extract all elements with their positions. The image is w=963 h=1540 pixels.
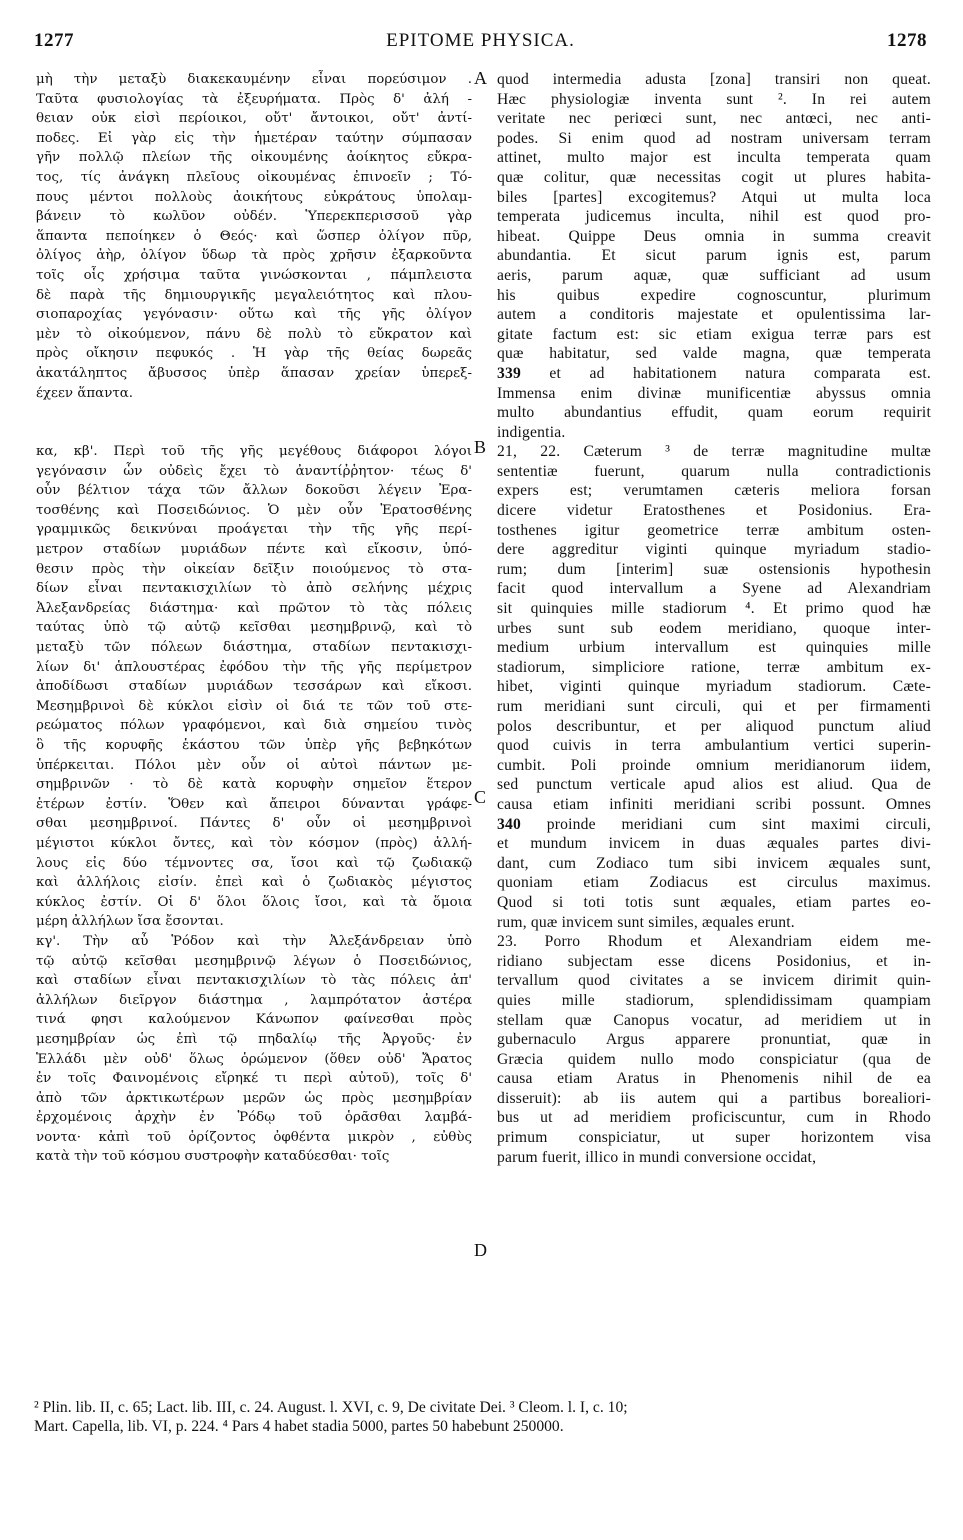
text-line: πρὸς οἴκησιν πεφυκός . Ἡ γὰρ τῆς θείας δωρεᾶς xyxy=(36,346,472,362)
text-line: Quod si toti totis sunt æquales, etiam partes eo- xyxy=(497,893,931,911)
text-line: μὲν τὸ οἰκούμενον, πάνυ δὲ πολὺ τὸ εὔκρατον καὶ xyxy=(36,326,472,342)
text-line: Μεσημβρινοὶ δὲ κύκλοι εἰσὶν οἱ διά τε τῶν τοῦ στε- xyxy=(36,698,472,714)
text-line: ἀποδίδωσι σταδίων μυριάδων τεσσάρων καὶ εἴκοσι. xyxy=(36,679,472,695)
text-line: βάνειν τὸ κωλῦον οὐδέν. Ὑπερεκπερισσοῦ γὰρ xyxy=(36,209,472,225)
page-header xyxy=(34,30,927,56)
text-line: Hæc physiologiæ inventa sunt ². In rei autem xyxy=(497,90,931,108)
section-marker-c: C xyxy=(474,787,487,807)
text-line: κα, κβ'. Περὶ τοῦ τῆς γῆς μεγέθους διάφοροι λόγοι xyxy=(36,444,472,460)
text-line: ἐν τοῖς Φαινομένοις εἴρηκέ τι περὶ αὐτοῦ), τοῖς δ' xyxy=(36,1071,472,1087)
text-line: tervallum quod civitates a se invicem dirimit quin- xyxy=(497,972,931,990)
page-number-right: 1278 xyxy=(887,30,927,51)
text-line: polos describuntur, et per aliquod punctum aliud xyxy=(497,717,931,735)
text-line: Ἑλλάδι μὲν οὐδ' ὅλως ὁρώμενον (ὅθεν οὐδ' Ἄρατος xyxy=(36,1051,472,1067)
text-line: Mart. Capella, lib. VI, p. 224. ⁴ Pars 4 habet stadia 5000, partes 50 habebunt 250000. xyxy=(34,1418,564,1435)
text-line: τοῖς οἷς χρήσιμα ταῦτα γινώσκονται , πάμπλειστα xyxy=(36,267,472,283)
text-line: μέρη ἀλλήλων ἴσα ἔσονται. xyxy=(36,914,224,930)
section-marker-b: B xyxy=(474,437,487,457)
text-line: τοσθένης καὶ Ποσειδώνιος. Ὁ μὲν οὖν Ἐρατοσθένης xyxy=(36,502,472,518)
text-line: κατὰ τὴν τοῦ κόσμου συστροφὴν καταδύεσθαι· τοῖς xyxy=(36,1149,390,1165)
greek-paragraph-1 xyxy=(36,70,472,403)
text-line: ἐρχομένοις ἀρχὴν ἐν Ῥόδῳ τοῦ ὁρᾶσθαι λαμβά- xyxy=(36,1110,472,1126)
text-line: γραμμικῶς δεικνύναι προάγεται τὴν τῆς γῆς περί- xyxy=(36,522,472,538)
text-line: attinet, multo major est inculta temperata quam xyxy=(497,149,931,167)
text-line: his quibus expedire cognoscuntur, plurimum xyxy=(497,286,931,304)
text-line: ἀκατάληπτος ἄβυσσος ὑπὲρ ἅπασαν χρείαν ὑπερεξ- xyxy=(36,365,472,381)
text-line: veritate nec periœci sunt, nec antœci, nec anti- xyxy=(497,110,931,128)
text-line: hibet, viginti quinque myriadum stadiorum. Cæte- xyxy=(497,678,931,696)
text-line: 340 proinde meridiani cum sint maximi circuli, xyxy=(497,815,931,833)
latin-paragraph-3 xyxy=(497,932,931,1167)
text-line: θεσιν πρὸς τὴν οἰκείαν δεῖξιν ποιούμενος τὸ στα- xyxy=(36,561,472,577)
text-line: causa etiam Aratus in Phenomenis nihil de ea xyxy=(497,1070,931,1088)
text-line: quod cuivis in terra ambulantium vertici superin- xyxy=(497,737,931,755)
text-line: gitate factum est: sic etiam exigua terræ pars est xyxy=(497,325,931,343)
text-line: λίων δι' ἁπλουστέρας ἐφόδου τὴν τῆς γῆς περίμετρον xyxy=(36,659,472,675)
running-title: EPITOME PHYSICA. xyxy=(386,30,575,51)
column-number: 339 xyxy=(497,364,550,382)
text-line: rum; dum [interim] suæ ostensionis hypothesin xyxy=(497,560,931,578)
text-line: 23. Porro Rhodum et Alexandriam eidem me- xyxy=(497,933,931,951)
text-line: ὑπέρκειται. Πόλοι μὲν οὖν οἱ αὐτοὶ πάντων με- xyxy=(36,757,472,773)
text-line: indigentia. xyxy=(497,423,566,441)
text-line: quod intermedia adusta [zona] transiri non queat. xyxy=(497,71,931,88)
text-line: sententiæ fuerunt, quarum nulla contradictionis xyxy=(497,462,931,480)
text-line: causa etiam infiniti meridiani scribi possunt. Omnes xyxy=(497,795,931,813)
text-line: dicere videtur Eratosthenes et Posidonius. Era- xyxy=(497,502,931,520)
text-line: stellam quæ Canopus vocatur, ad meridiem ut in xyxy=(497,1011,931,1029)
text-line: σθαι μεσημβρινοί. Πάντες δ' οὖν οἱ μεσημβρινοὶ xyxy=(36,816,472,832)
text-line: quoniam etiam Zodiacus est circulus maximus. xyxy=(497,874,931,892)
text-line: tosthenes igitur geometrice terræ ambitum osten- xyxy=(497,521,931,539)
text-line: κγ'. Τὴν αὖ Ῥόδον καὶ τὴν Ἀλεξάνδρειαν ὑπὸ xyxy=(36,933,472,949)
text-line: quies mille stadiorum, splendidissimam quampiam xyxy=(497,991,931,1009)
text-line: ποδες. Εἰ γὰρ εἰς τὴν ἡμετέραν ταύτην σύμπασαν xyxy=(36,130,472,146)
text-line: sed punctum verticale apud alios est aliud. Qua de xyxy=(497,776,931,794)
text-line: rum, quæ invicem sunt similes, æquales erunt. xyxy=(497,913,795,931)
text-line: autem a conditoris majestate et opulentissima lar- xyxy=(497,306,931,324)
column-number: 340 xyxy=(497,815,547,833)
text-line: έχεεν ἅπαντα. xyxy=(36,385,134,401)
text-line: μὴ τὴν μεταξὺ διακεκαυμένην εἶναι πορεύσιμον . xyxy=(36,72,472,87)
text-line: 339 et ad habitationem natura comparata est. xyxy=(497,364,931,382)
greek-paragraph-3 xyxy=(36,932,472,1167)
text-line: biles [partes] excogitemus? Atqui ut multa loca xyxy=(497,188,931,206)
text-line: 21, 22. Cæterum ³ de terræ magnitudine multæ xyxy=(497,443,931,461)
text-line: cumbit. Poli proinde omnium meridianorum iidem, xyxy=(497,756,931,774)
text-line: ἀλλήλων διεῖργον διάστημα , λαμπρότατον ἀστέρα xyxy=(36,992,472,1008)
text-line: bus ut ad meridiem proficiscuntur, cum in Rhodo xyxy=(497,1109,931,1127)
text-line: dant, cum Zodiaco tum sibi invicem æquales sunt, xyxy=(497,854,931,872)
text-line: ὃ τῆς κορυφῆς ἑκάστου τῶν ὑπὲρ γῆς βεβηκότων xyxy=(36,738,472,753)
greek-paragraph-2 xyxy=(36,442,472,932)
text-line: ρεώματος πόλων γραφόμενοι, καὶ διὰ σημείου τινὸς xyxy=(36,718,472,734)
text-line: hibeat. Quippe Deus omnia in summa creavit xyxy=(497,227,931,245)
text-line: primum conspiciatur, ut super horizontem visa xyxy=(497,1129,931,1147)
text-line: dere aggreditur viginti quinque myriadum stadio- xyxy=(497,541,931,559)
text-line: ἅπαντα πεποίηκεν ὁ Θεός· καὶ ὥσπερ ὀλίγον πῦρ, xyxy=(36,228,472,244)
text-line: δίων εἶναι πεντακισχιλίων τὸ ἀπὸ σελήνης μέχρις xyxy=(36,581,472,597)
text-line: νοντα· κἀπὶ τοῦ ὁρίζοντος ὀφθέντα μικρὸν , εὐθὺς xyxy=(36,1129,472,1145)
text-line: μεσημβρίαν ὡς ἐπὶ τῷ πηδαλίῳ τῆς Ἀργοῦς· ἐν xyxy=(36,1031,472,1047)
text-line: δὲ παρὰ τῆς δημιουργικῆς μεγαλειότητος καὶ πλου- xyxy=(36,287,472,303)
text-line: καὶ σταδίων εἶναι πεντακισχιλίων τὸ τὰς πόλεις ἀπ' xyxy=(36,973,472,989)
text-line: γεγόνασιν ὧν οὐδεὶς ἔχει τὸ ἀναντίῤῥητον· τέως δ' xyxy=(36,463,472,479)
text-line: καὶ ἀλλήλοις εἰσίν. ἐπεὶ καὶ ὁ ζωδιακὸς μέγιστος xyxy=(36,875,472,891)
text-line: θειαν οὐκ εἰσὶ περίοικοι, οὔτ' ἄντοικοι, οὔτ' ἀντί- xyxy=(36,111,472,127)
latin-paragraph-1 xyxy=(497,70,931,442)
text-line: quæ colitur, quæ necessitas cogit ut plures habita- xyxy=(497,168,931,186)
text-line: Ταῦτα φυσιολογίας τὰ ἐξευρήματα. Πρὸς δ' ἀλή - xyxy=(36,91,472,107)
text-line: et mundum invicem in duas æquales partes divi- xyxy=(497,835,931,853)
text-line: γῆν πολλῷ πλείων τῆς οἰκουμένης ἀοίκητος εὔκρα- xyxy=(36,150,472,166)
text-line: gubernaculo Argus apparere pronuntiat, quæ in xyxy=(497,1031,931,1049)
text-line: Ἀλεξανδρείας διάστημα· καὶ πρῶτον τὸ τὰς πόλεις xyxy=(36,600,472,616)
text-line: σημβρινῶν · τὸ δὲ κατὰ κορυφὴν σημεῖον ἕτερον xyxy=(36,777,472,793)
text-line: expers est; verumtamen cæteris meliora forsan xyxy=(497,482,931,500)
text-line: ridiano subjectam esse dicens Posidonius, et in- xyxy=(497,952,931,970)
text-line: Immensa enim divinæ munificentiæ abyssus omnia xyxy=(497,384,931,402)
greek-column xyxy=(36,70,472,1167)
text-line: σιοπαροχίας γεγόνασιν· οὕτω καὶ τῆς γῆς ὀλίγον xyxy=(36,307,472,323)
text-line: οὖν βέλτιον τάχα τῶν ἄλλων δοκοῦσι λέγειν Ἐρα- xyxy=(36,483,472,499)
text-line: quæ habitatur, sed valde magna, quæ temperata xyxy=(497,345,931,363)
text-line: λους εἰς δύο τέμνοντες σα, ἴσοι καὶ τῷ ζωδιακῷ xyxy=(36,855,472,871)
footnotes xyxy=(34,1398,924,1436)
text-line: aeris, parum aquæ, quæ sufficiant ad usum xyxy=(497,266,931,284)
text-line: μεταξὺ τῶν πόλεων διάστημα, σταδίων πεντακισχι- xyxy=(36,640,472,656)
text-line: medium urbium intervallum est quinquies mille xyxy=(497,639,931,657)
text-line: parum fuerit, illico in mundi conversione occidat, xyxy=(497,1148,817,1166)
text-line: ὀλίγος ἀὴρ, ὀλίγον ὕδωρ τὰ πρὸς χρῆσιν ἐξαρκοῦντα xyxy=(36,248,472,264)
text-line: ταύτας ὑπὸ τῷ αὐτῷ κεῖσθαι μεσημβρινῷ, καὶ τὸ xyxy=(36,620,472,636)
latin-paragraph-2 xyxy=(497,442,931,932)
text-line: urbes sunt sub eodem meridiano, quoque inter- xyxy=(497,619,931,637)
text-line: ² Plin. lib. II, c. 65; Lact. lib. III, c. 24. August. l. XVI, c. 9, De civitate Dei. ³ Cleom. l. I, c. 10; xyxy=(34,1399,628,1416)
text-line: τινά φησι καλούμενον Κάνωπον φαίνεσθαι πρὸς xyxy=(36,1012,472,1028)
text-line: τος, τίς ἀνάγκη πλεῖους οἰκουμένας ἐπινοεῖν ; Τό- xyxy=(36,169,472,185)
text-line: μέγιστοι κύκλοι ὄντες, καὶ τὸν κόσμον (πρὸς) ἀλλή- xyxy=(36,835,472,851)
section-marker-a: A xyxy=(474,68,487,88)
text-line: multo abundantius effudit, quam eorum requirit xyxy=(497,404,931,422)
text-line: μετρον σταδίων μυριάδων πέντε καὶ εἴκοσιν, ὑπό- xyxy=(36,542,472,558)
text-line: ἀπὸ τῶν ἀρκτικωτέρων μερῶν ὡς πρὸς μεσημβρίαν xyxy=(36,1090,472,1106)
text-line: κύκλος ἐστίν. Οἱ δ' ὅλοι ὅλοις ἴσοι, καὶ τὰ ὅμοια xyxy=(36,894,472,910)
text-line: sit quinquies mille stadiorum ⁴. Et primo quod hæ xyxy=(497,600,931,618)
text-line: ἑτέρων ἐστίν. Ὅθεν καὶ ἄπειροι δύνανται γράφε- xyxy=(36,796,472,812)
text-line: facit quod intervallum a Syene ad Alexandriam xyxy=(497,580,931,598)
page-number-left: 1277 xyxy=(34,30,74,51)
latin-column xyxy=(497,70,931,1167)
text-line: rum meridiani sunt circuli, qui et per firmamenti xyxy=(497,698,931,715)
text-line: πους μέντοι πολλοὺς ἀοικήτους εὐκράτους ὑπολαμ- xyxy=(36,189,472,205)
section-marker-d: D xyxy=(474,1240,487,1260)
text-line: τῷ αὐτῷ κεῖσθαι μεσημβρινῷ λέγων ὁ Ποσειδώνιος, xyxy=(36,953,472,969)
text-line: abundantia. Et sicut parum ignis est, parum xyxy=(497,247,931,265)
text-line: temperata judicemus inculta, nihil est quod pro- xyxy=(497,208,931,226)
text-line: disseruit): ab iis autem qui a partibus borealiori- xyxy=(497,1089,931,1107)
text-line: podes. Si enim quod ad nostram universam terram xyxy=(497,129,931,147)
text-line: Græcia quidem nullo modo conspiciatur (qua de xyxy=(497,1050,931,1068)
text-line: stadiorum, simpliciore ratione, terræ ambitum ex- xyxy=(497,658,931,676)
